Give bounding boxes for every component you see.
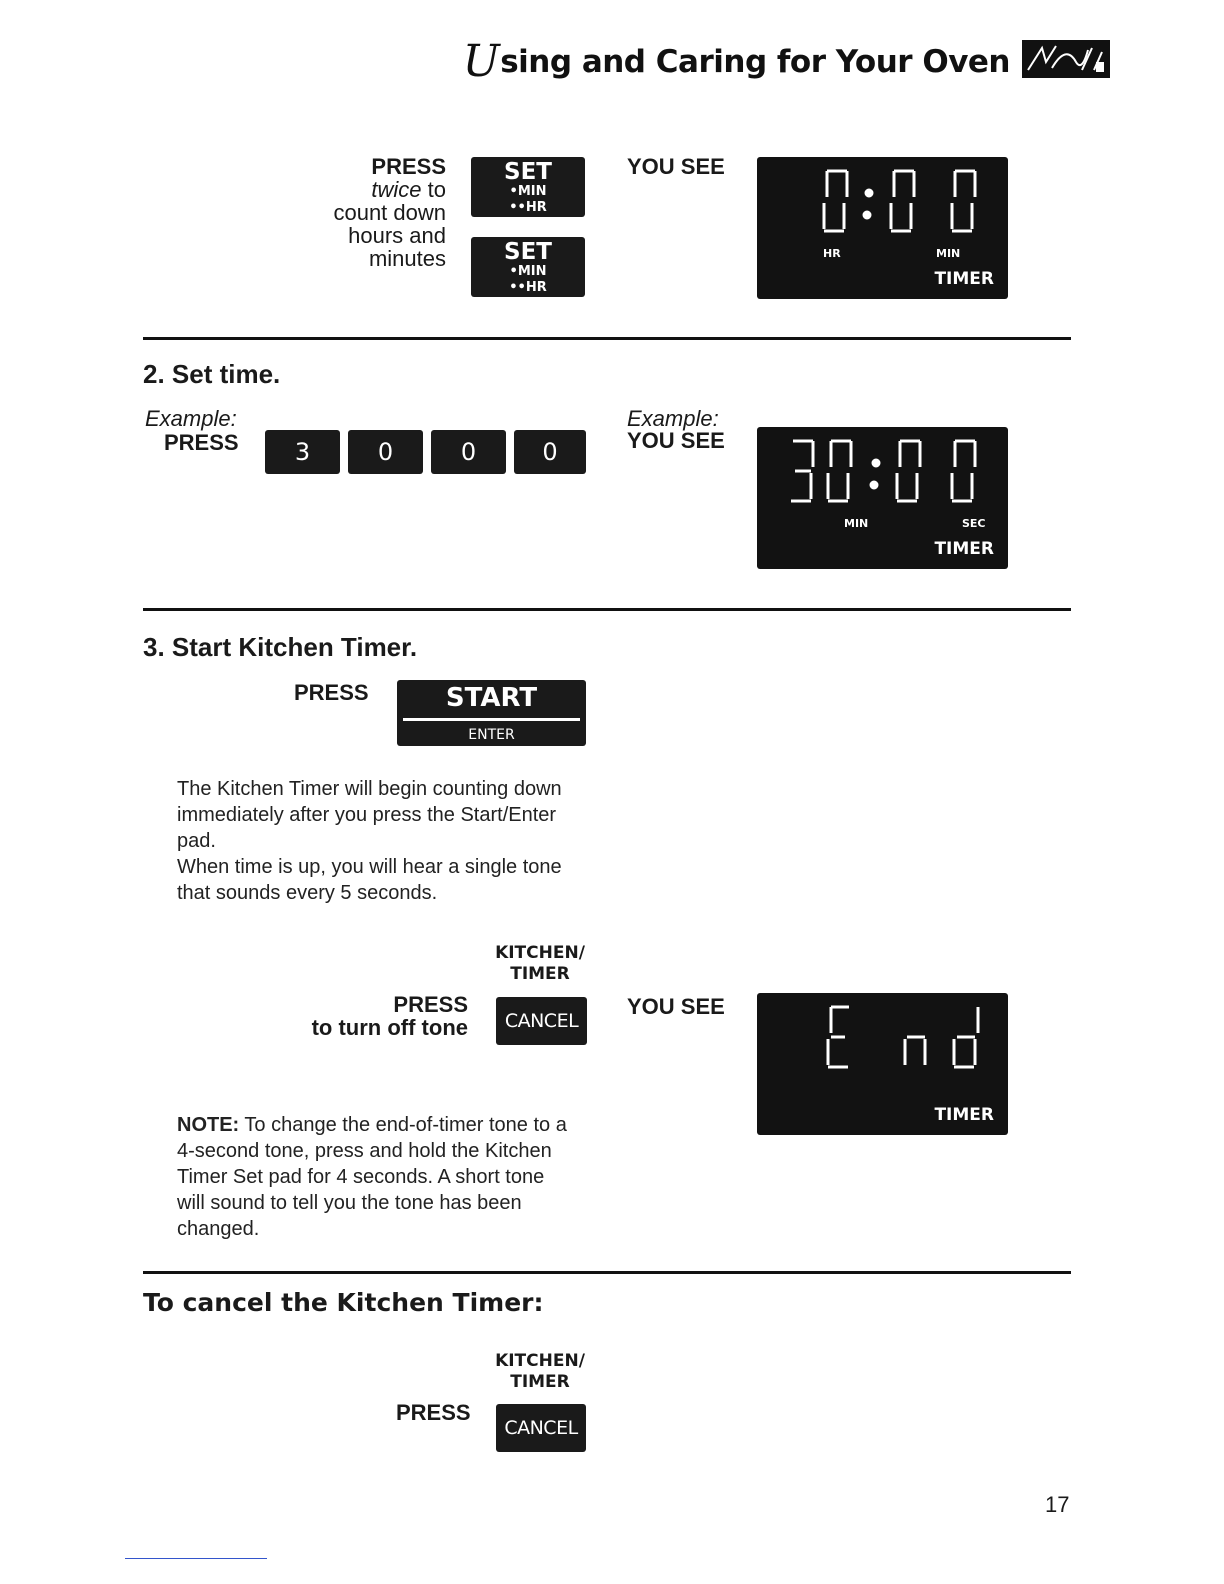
page-header-title xyxy=(463,36,1010,87)
timer-label: TIMER xyxy=(510,964,570,984)
start-label: START xyxy=(445,683,538,713)
digit-0-button[interactable]: 0 xyxy=(514,430,586,474)
set-button-second[interactable] xyxy=(471,237,585,297)
display-min-label: MIN xyxy=(936,247,961,260)
set-hr-label: ••HR xyxy=(509,200,547,215)
cancel-button[interactable]: CANCEL xyxy=(496,997,587,1045)
step2-example-left: Example: xyxy=(145,406,237,431)
step2-title: 2. Set time. xyxy=(143,359,281,389)
page-number: 17 xyxy=(1045,1492,1070,1517)
set-label: SET xyxy=(504,159,552,185)
oven-logo-icon xyxy=(1022,40,1110,78)
start-divider xyxy=(403,718,580,721)
step3-para2: When time is up, you will hear a single tone that sounds every 5 seconds. xyxy=(177,856,562,904)
cancel-section-title: To cancel the Kitchen Timer: xyxy=(143,1288,544,1317)
cancel-button[interactable]: CANCEL xyxy=(496,1404,586,1452)
kitchen-label: KITCHEN/ xyxy=(495,1351,585,1371)
display-min-label: MIN xyxy=(844,517,869,530)
step3-title: 3. Start Kitchen Timer. xyxy=(143,632,418,662)
step3-press: PRESS xyxy=(294,680,369,705)
step3-you-see: YOU SEE xyxy=(627,994,725,1019)
step1-line5: minutes xyxy=(368,246,446,271)
note-text: To change the end-of-timer tone to a 4-second tone, press and hold the Kitchen Timer Set pad for 4 seconds. A short tone will sound to tell you the tone has been changed. xyxy=(177,1114,567,1240)
step1-press-label: PRESS xyxy=(371,154,446,179)
display-timer-label: TIMER xyxy=(934,1105,994,1125)
set-label: SET xyxy=(504,239,552,265)
step3-cancel-instructions xyxy=(312,993,468,1039)
set-min-label: •MIN xyxy=(509,184,547,199)
step1-twice-line xyxy=(333,178,446,201)
timer-display-hours xyxy=(757,157,1008,299)
cancel-section-press: PRESS xyxy=(396,1400,471,1425)
note-label: NOTE: xyxy=(177,1114,240,1136)
note-paragraph xyxy=(177,1112,577,1242)
kitchen-timer-label xyxy=(490,943,590,985)
step2-you-see: YOU SEE xyxy=(627,428,725,453)
digit-0-button[interactable]: 0 xyxy=(431,430,506,474)
step1-line3: count down xyxy=(333,200,446,225)
display-timer-label: TIMER xyxy=(934,539,994,559)
digit-0-button[interactable]: 0 xyxy=(348,430,423,474)
timer-label: TIMER xyxy=(510,1372,570,1392)
step1-instructions xyxy=(333,155,446,270)
kitchen-label: KITCHEN/ xyxy=(495,943,585,963)
step3-para1: The Kitchen Timer will begin counting down immediately after you press the Start/Enter pad. xyxy=(177,778,562,852)
set-min-label: •MIN xyxy=(509,264,547,279)
link-underline xyxy=(125,1558,267,1559)
step1-twice: twice xyxy=(371,177,422,202)
set-hr-label: ••HR xyxy=(509,280,547,295)
display-hr-label: HR xyxy=(823,247,841,260)
timer-display-minutes xyxy=(757,427,1008,569)
display-timer-label: TIMER xyxy=(934,269,994,289)
step3-note xyxy=(177,1112,577,1242)
display-sec-label: SEC xyxy=(962,517,986,530)
step2-press: PRESS xyxy=(164,430,239,455)
timer-display-end xyxy=(757,993,1008,1135)
section-divider xyxy=(143,337,1071,340)
section-divider xyxy=(143,608,1071,611)
step3-description xyxy=(177,776,572,906)
step2-example-right: Example: xyxy=(627,406,719,431)
header-title-text: sing and Caring for Your Oven xyxy=(500,44,1010,80)
step1-to: to xyxy=(427,177,446,202)
set-button-first[interactable] xyxy=(471,157,585,217)
header-title-initial: U xyxy=(462,36,500,87)
enter-label: ENTER xyxy=(468,727,515,743)
step3-turn-off: to turn off tone xyxy=(311,1015,468,1040)
kitchen-timer-label xyxy=(490,1351,590,1393)
section-divider xyxy=(143,1271,1071,1274)
start-enter-button[interactable] xyxy=(397,680,586,746)
step1-you-see: YOU SEE xyxy=(627,154,725,179)
step1-line4: hours and xyxy=(348,223,446,248)
digit-3-button[interactable]: 3 xyxy=(265,430,340,474)
step3-press2: PRESS xyxy=(393,992,468,1017)
